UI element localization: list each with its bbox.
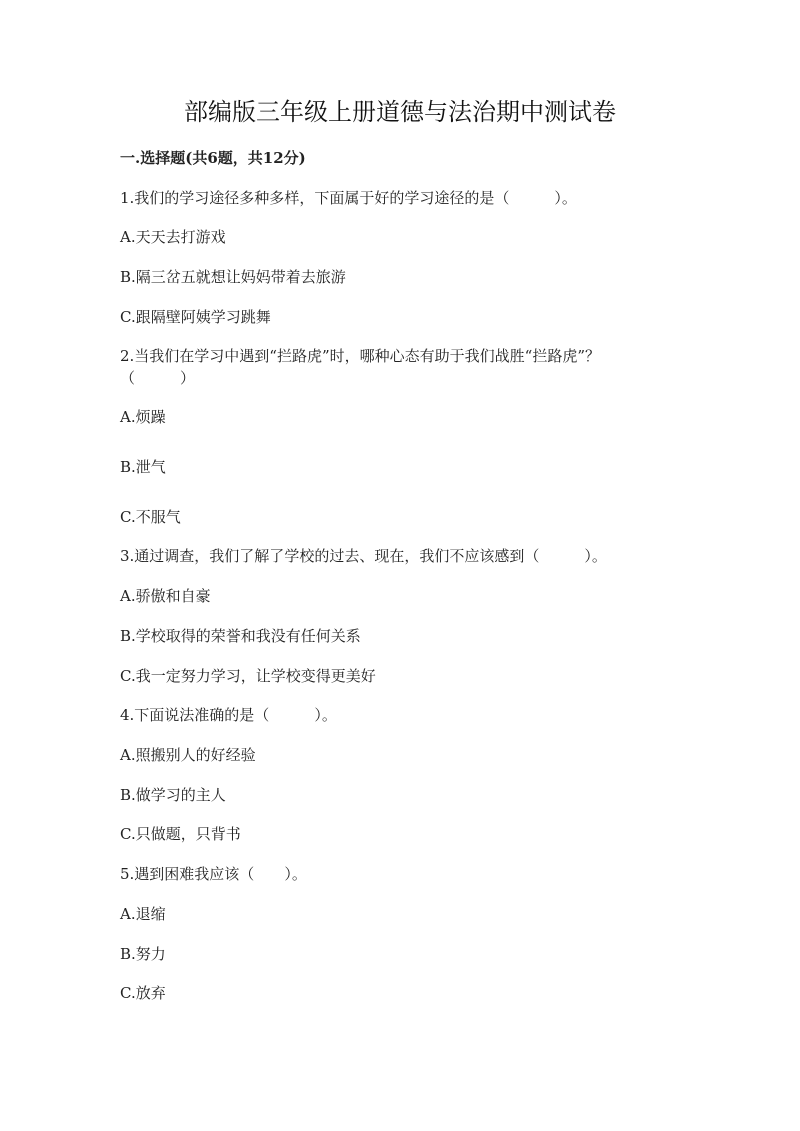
question-2-stem: 2.当我们在学习中遇到“拦路虎”时，哪种心态有助于我们战胜“拦路虎”？ (120, 347, 600, 365)
question-3-option-c: C.我一定努力学习，让学校变得更美好 (120, 667, 376, 685)
question-5-stem: 5.遇到困难我应该（ ）。 (120, 865, 307, 883)
question-2-stem-continued: （ ） (120, 369, 196, 387)
question-1-stem: 1.我们的学习途径多种多样，下面属于好的学习途径的是（ ）。 (120, 189, 577, 207)
question-5-option-a: A.退缩 (120, 905, 166, 923)
question-1-option-a: A.天天去打游戏 (120, 228, 226, 246)
question-3-option-b: B.学校取得的荣誉和我没有任何关系 (120, 627, 361, 645)
question-4-option-c: C.只做题，只背书 (120, 825, 241, 843)
question-2-option-c: C.不服气 (120, 508, 181, 526)
question-1-option-b: B.隔三岔五就想让妈妈带着去旅游 (120, 268, 346, 286)
section-heading: 一.选择题(共6题，共12分) (120, 149, 306, 167)
question-4-stem: 4.下面说法准确的是（ ）。 (120, 706, 337, 724)
question-5-option-b: B.努力 (120, 945, 166, 963)
question-4-option-b: B.做学习的主人 (120, 786, 226, 804)
question-1-option-c: C.跟隔壁阿姨学习跳舞 (120, 308, 271, 326)
question-4-option-a: A.照搬别人的好经验 (120, 746, 256, 764)
question-5-option-c: C.放弃 (120, 984, 166, 1002)
question-2-option-b: B.泄气 (120, 458, 166, 476)
question-2-option-a: A.烦躁 (120, 408, 166, 426)
page-title: 部编版三年级上册道德与法治期中测试卷 (184, 98, 616, 126)
question-3-option-a: A.骄傲和自豪 (120, 587, 211, 605)
question-3-stem: 3.通过调查，我们了解了学校的过去、现在，我们不应该感到（ ）。 (120, 547, 607, 565)
